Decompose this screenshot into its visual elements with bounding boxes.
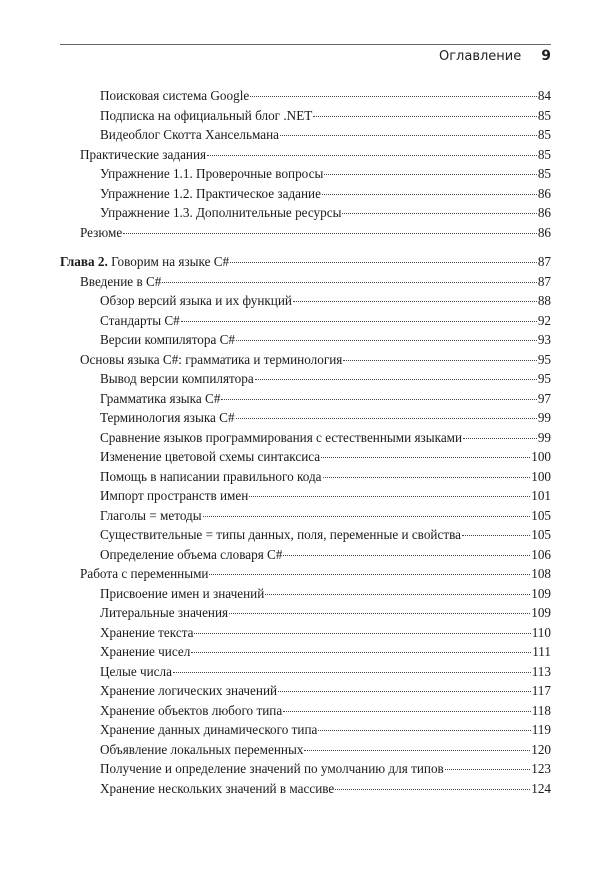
toc-entry-page: 85 [537, 166, 551, 181]
toc-entry[interactable] [60, 662, 551, 682]
toc-entry[interactable] [60, 125, 551, 145]
toc-entry-title [100, 467, 322, 487]
toc-entry-title [100, 525, 461, 545]
toc-entry[interactable] [60, 720, 551, 740]
toc-entry-title [100, 506, 202, 526]
dot-leader [173, 671, 531, 673]
toc-entry-page: 85 [537, 107, 551, 123]
toc-entry[interactable] [60, 701, 551, 721]
toc-entry[interactable] [60, 467, 551, 487]
toc-entry-page: 105 [531, 507, 551, 523]
toc-entry-title [100, 184, 321, 204]
toc-entry[interactable] [60, 759, 551, 779]
dot-leader [236, 339, 537, 341]
chapter-label: Глава 2. [60, 254, 108, 269]
toc-entry[interactable] [60, 291, 551, 311]
toc-entry-text: Стандарты C# [100, 312, 180, 328]
toc-entry[interactable] [60, 203, 551, 223]
dot-leader [324, 173, 536, 175]
toc-entry-page: 113 [531, 663, 551, 679]
toc-entry-title [100, 603, 228, 623]
toc-entry-text: Введение в C# [80, 273, 162, 289]
toc-entry-text: Глаголы = методы [100, 507, 202, 523]
dot-leader [250, 95, 537, 97]
dot-leader [343, 359, 536, 361]
toc-entry[interactable] [60, 623, 551, 643]
toc-entry-text: Сравнение языков программирования с естественными языками [100, 429, 463, 445]
toc-entry[interactable] [60, 506, 551, 526]
toc-entry-title [100, 125, 279, 145]
dot-leader [293, 300, 537, 302]
toc-entry-title [80, 145, 206, 165]
toc-entry-title [100, 447, 320, 467]
toc-entry-title [100, 369, 254, 389]
dot-leader [194, 632, 530, 634]
toc-entry-title [100, 545, 282, 565]
toc-entry-page: 119 [531, 722, 551, 737]
dot-leader [342, 212, 536, 214]
toc-entry[interactable] [60, 545, 551, 565]
toc-entry[interactable] [60, 428, 551, 448]
dot-leader [221, 398, 536, 400]
toc-entry[interactable] [60, 86, 551, 106]
toc-entry-text: Получение и определение значений по умолчанию для типов [100, 761, 444, 776]
dot-leader [323, 476, 531, 478]
dot-leader [283, 554, 530, 556]
toc-entry-page: 92 [537, 312, 551, 328]
dot-leader [230, 261, 537, 263]
toc-entry-page: 84 [537, 88, 551, 103]
toc-entry-text: Литеральные значения [100, 605, 229, 620]
dot-leader [255, 378, 537, 380]
dot-leader [236, 417, 537, 419]
toc-entry-page: 123 [531, 761, 551, 776]
toc-entry-text: Объявление локальных переменных [100, 741, 304, 757]
toc-entry-page: 108 [531, 566, 551, 581]
toc-entry[interactable] [60, 681, 551, 701]
dot-leader [445, 768, 530, 770]
toc-entry[interactable] [60, 369, 551, 389]
toc-entry[interactable] [60, 252, 551, 272]
dot-leader [229, 612, 530, 614]
toc-entry-page: 88 [537, 293, 551, 308]
toc-entry-text: Упражнение 1.1. Проверочные вопросы [100, 166, 324, 181]
toc-entry[interactable] [60, 145, 551, 165]
toc-entry-page: 100 [531, 449, 551, 464]
toc-entry-text: Хранение данных динамического типа [100, 722, 318, 737]
toc-entry-page: 110 [531, 624, 551, 640]
toc-entry-title [100, 86, 249, 106]
running-head [439, 48, 551, 64]
toc-entry-text: Подписка на официальный блог .NET [100, 107, 313, 123]
toc-entry-page: 93 [537, 332, 551, 347]
toc-entry-text: Упражнение 1.3. Дополнительные ресурсы [100, 205, 342, 220]
dot-leader [335, 788, 530, 790]
toc-entry-text: Определение объема словаря C# [100, 546, 283, 562]
toc-entry-title [100, 740, 303, 760]
dot-leader [203, 515, 531, 517]
toc-entry-text: Упражнение 1.2. Практическое задание [100, 185, 321, 201]
toc-entry[interactable] [60, 603, 551, 623]
toc-entry-page: 85 [537, 127, 551, 142]
toc-entry-page: 95 [537, 351, 551, 367]
toc-entry-text: Видеоблог Скотта Хансельмана [100, 127, 279, 142]
dot-leader [265, 593, 530, 595]
toc-entry[interactable] [60, 272, 551, 292]
toc-entry-text: Терминология языка C# [100, 410, 235, 425]
dot-leader [278, 690, 531, 692]
toc-entry-page: 97 [537, 390, 551, 406]
toc-entry-page: 105 [531, 527, 551, 542]
dot-leader [209, 573, 530, 575]
toc-entry-title [100, 779, 334, 799]
dot-leader [321, 456, 530, 458]
toc-entry-title [100, 720, 317, 740]
toc-entry-text: Работа с переменными [80, 566, 209, 581]
toc-entry[interactable] [60, 447, 551, 467]
toc-entry-title [100, 311, 180, 331]
toc-entry-title [100, 486, 248, 506]
toc-entry[interactable] [60, 311, 551, 331]
toc-entry-text: Целые числа [100, 663, 172, 679]
dot-leader [123, 232, 537, 234]
toc-entry-page: 85 [537, 146, 551, 162]
toc-entry[interactable] [60, 184, 551, 204]
section-title: Оглавление [438, 49, 522, 64]
toc-entry-title [100, 408, 235, 428]
toc-entry-page: 86 [537, 205, 551, 220]
toc-entry-title [80, 350, 342, 370]
table-of-contents [60, 86, 551, 798]
toc-entry-page: 99 [537, 410, 551, 425]
toc-entry-page: 109 [531, 605, 551, 620]
toc-entry-text: Присвоение имен и значений [100, 585, 265, 601]
toc-entry-title [100, 642, 190, 662]
header-rule [60, 44, 551, 45]
toc-entry-title [100, 203, 341, 223]
toc-entry[interactable] [60, 408, 551, 428]
toc-entry-page: 86 [537, 185, 551, 201]
toc-entry-text: Говорим на языке C# [107, 254, 230, 269]
toc-entry-title [100, 759, 444, 779]
dot-leader [463, 437, 537, 439]
dot-leader [462, 534, 530, 536]
toc-entry-title [100, 164, 323, 184]
toc-entry[interactable] [60, 389, 551, 409]
toc-entry-page: 100 [531, 468, 551, 484]
toc-entry-page: 118 [531, 702, 551, 718]
toc-entry-text: Поисковая система Google [100, 88, 250, 103]
toc-entry[interactable] [60, 330, 551, 350]
toc-entry-text: Хранение чисел [100, 644, 191, 659]
toc-entry-page: 106 [531, 546, 551, 562]
dot-leader [322, 193, 537, 195]
toc-entry-page: 124 [531, 780, 551, 796]
dot-leader [283, 710, 531, 712]
toc-entry-text: Помощь в написании правильного кода [100, 468, 322, 484]
toc-entry-title [100, 584, 264, 604]
toc-entry[interactable] [60, 164, 551, 184]
toc-entry[interactable] [60, 223, 551, 243]
toc-entry-text: Хранение объектов любого типа [100, 702, 283, 718]
toc-entry-page: 101 [531, 488, 551, 503]
toc-entry[interactable] [60, 642, 551, 662]
toc-entry-text: Хранение логических значений [100, 683, 278, 698]
toc-entry-page: 120 [531, 741, 551, 757]
toc-entry-text: Резюме [80, 224, 123, 240]
toc-entry-page: 99 [537, 429, 551, 445]
toc-entry-title [80, 223, 122, 243]
toc-entry[interactable] [60, 486, 551, 506]
toc-entry[interactable] [60, 106, 551, 126]
toc-entry-page: 111 [532, 644, 551, 659]
toc-entry-page: 86 [537, 224, 551, 240]
toc-entry[interactable] [60, 740, 551, 760]
toc-entry-page: 87 [537, 254, 551, 269]
toc-entry-title [100, 106, 312, 126]
dot-leader [249, 495, 530, 497]
toc-entry-title [80, 564, 208, 584]
toc-entry-text: Основы языка C#: грамматика и терминология [80, 351, 343, 367]
dot-leader [207, 154, 537, 156]
dot-leader [191, 651, 531, 653]
toc-entry-page: 95 [537, 371, 551, 386]
toc-entry-text: Практические задания [80, 146, 207, 162]
toc-entry-text: Версии компилятора C# [100, 332, 236, 347]
page-number: 9 [541, 48, 551, 64]
toc-entry-text: Обзор версий языка и их функций [100, 293, 292, 308]
toc-entry-page: 87 [537, 273, 551, 289]
toc-entry[interactable] [60, 779, 551, 799]
toc-entry[interactable] [60, 564, 551, 584]
toc-entry-title [100, 681, 277, 701]
dot-leader [304, 749, 530, 751]
toc-entry-title [100, 389, 220, 409]
dot-leader [162, 281, 536, 283]
toc-entry[interactable] [60, 525, 551, 545]
toc-entry-text: Хранение текста [100, 624, 194, 640]
toc-entry-title [100, 623, 193, 643]
toc-entry[interactable] [60, 350, 551, 370]
toc-entry-text: Импорт пространств имен [100, 488, 249, 503]
toc-entry-page: 109 [531, 585, 551, 601]
toc-entry-title [80, 272, 161, 292]
toc-entry-title [100, 701, 282, 721]
toc-entry-text: Вывод версии компилятора [100, 371, 254, 386]
dot-leader [318, 729, 530, 731]
toc-entry-page: 117 [531, 683, 551, 698]
toc-entry-title [100, 330, 235, 350]
toc-entry[interactable] [60, 584, 551, 604]
dot-leader [313, 115, 536, 117]
toc-entry-text: Изменение цветовой схемы синтаксиса [100, 449, 321, 464]
toc-entry-text: Хранение нескольких значений в массиве [100, 780, 335, 796]
dot-leader [181, 320, 537, 322]
toc-entry-title [100, 428, 462, 448]
dot-leader [280, 134, 537, 136]
toc-entry-title [100, 662, 172, 682]
toc-entry-text: Грамматика языка C# [100, 390, 221, 406]
toc-entry-title [60, 252, 229, 272]
toc-entry-title [100, 291, 292, 311]
toc-entry-text: Существительные = типы данных, поля, переменные и свойства [100, 527, 461, 542]
